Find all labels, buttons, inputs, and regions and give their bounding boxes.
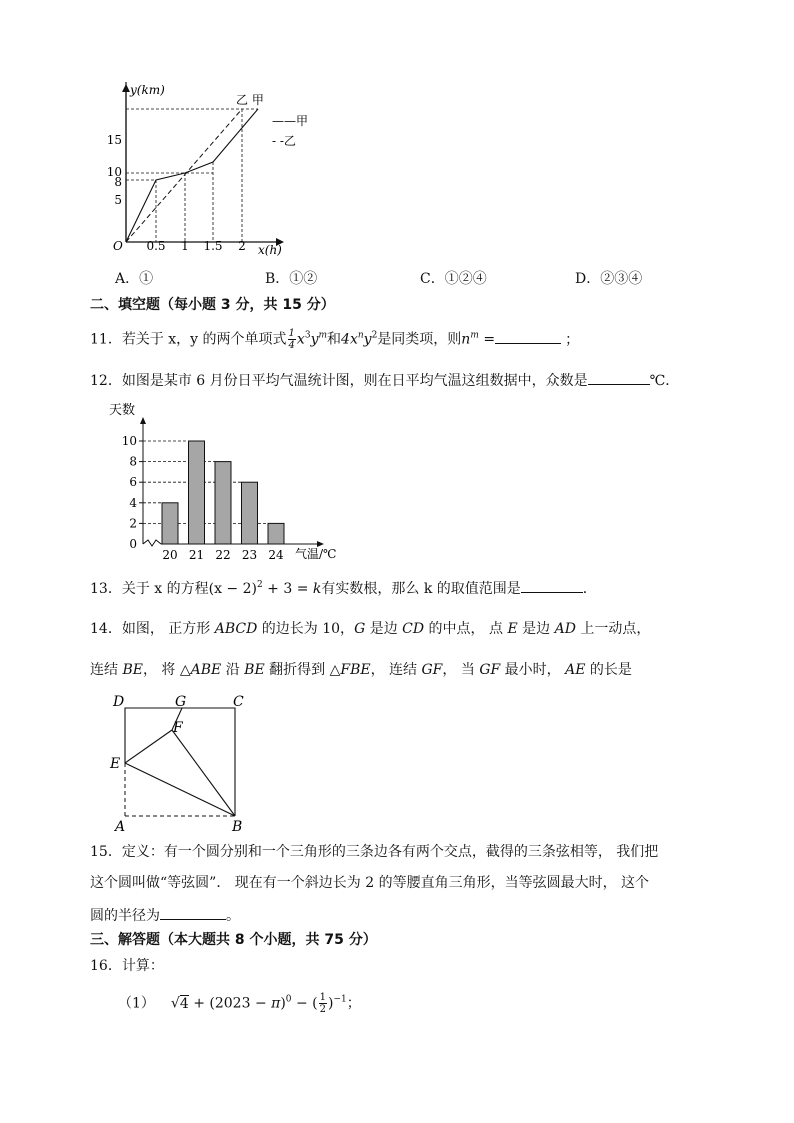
line-yi xyxy=(126,109,242,242)
question-16-part-1: （1） $√4 + (2023 - \pi)^0$ − ( $\frac{1}{2}$ )$^{-1}$； xyxy=(118,992,361,1015)
text-run: G xyxy=(354,621,366,637)
question-12: 12．如图是某市 6 月份日平均气温统计图，则在日平均气温这组数据中，众数是 ℃． xyxy=(90,370,679,390)
text-run: 的中点， 点 xyxy=(424,621,508,637)
x-tick-0.5: 0.5 xyxy=(146,239,166,253)
text-run: AE xyxy=(565,662,586,678)
text-run: AD xyxy=(554,621,576,637)
x-tick-1: 1 xyxy=(181,239,189,253)
distance-time-graph xyxy=(106,82,310,257)
text-run: ， 连结 xyxy=(370,662,422,678)
svg-text:- -乙: - -乙 xyxy=(272,134,296,148)
text-run: 如图， 正方形 xyxy=(121,621,215,637)
chart-y-arrow xyxy=(140,417,146,424)
question-11: 11．若关于 x，y 的两个单项式 $\frac{1}{4}$ $x^3y^m$和$4x^ny^2$是同类项，则$n^m$ = ； xyxy=(90,328,580,351)
y-tick-10: 10 xyxy=(106,165,122,179)
y-tick-labels xyxy=(107,133,122,207)
text-run: 的长是 xyxy=(585,662,632,678)
answer-blank-11[interactable] xyxy=(495,329,561,344)
text-run: E xyxy=(507,621,518,637)
question-15-line-3: 圆的半径为 。 xyxy=(90,905,240,925)
text-run: 是边 xyxy=(517,621,555,637)
x-tick-24: 24 xyxy=(268,548,284,562)
text-run: 的边长为 10， xyxy=(257,621,355,637)
option-b[interactable]: B．①② xyxy=(265,271,318,287)
text-run: 是边 xyxy=(365,621,403,637)
text-run: ， 将 △ xyxy=(142,662,191,678)
graph-legend xyxy=(272,114,308,148)
text-run: BE xyxy=(244,662,265,678)
x-tick-2: 2 xyxy=(238,239,246,253)
y-axis-label: y(km) xyxy=(130,83,165,97)
option-c[interactable]: C．①②④ xyxy=(420,271,487,287)
y-tick-5: 5 xyxy=(114,193,122,207)
y-tick-4: 4 xyxy=(129,495,137,510)
question-13: 13．关于 x 的方程$(x - 2)^2 + 3 = k$有实数根，那么 k 的取值范围是 ． xyxy=(90,580,597,597)
fraction-one-half: $\frac{1}{2}$ xyxy=(319,992,326,1015)
bar-23 xyxy=(242,482,258,544)
text-run: 连结 xyxy=(90,662,123,678)
option-d[interactable]: D．②③④ xyxy=(575,271,643,287)
text-run: CD xyxy=(402,621,425,637)
question-14-line-1: 14．如图， 正方形 ABCD 的边长为 10，G 是边 CD 的中点， 点 E 是边 AD 上一动点， xyxy=(90,621,651,637)
vertex-label-d: D xyxy=(113,694,125,710)
y-tick-15: 15 xyxy=(106,133,122,147)
section-3-title: 三、解答题（本大题共 8 个小题，共 75 分） xyxy=(90,932,377,948)
x-tick-labels xyxy=(146,239,245,253)
vertex-label-f: F xyxy=(173,720,183,736)
temperature-bar-chart xyxy=(105,398,365,566)
text-run: ， 当 xyxy=(442,662,480,678)
y-tick-8: 8 xyxy=(129,454,137,469)
y-axis-arrow xyxy=(122,84,130,92)
vertex-label-a: A xyxy=(115,819,126,835)
chart-y-ticks xyxy=(122,434,138,551)
text-run: 沿 xyxy=(221,662,245,678)
text-run: 上一动点， xyxy=(575,621,651,637)
y-tick-2: 2 xyxy=(129,516,137,531)
text-run: BE xyxy=(122,662,143,678)
text-run: 翻折得到 △ xyxy=(264,662,341,678)
segment-fb xyxy=(172,730,235,816)
bar-21 xyxy=(189,441,205,544)
fraction-one-quarter: $\frac{1}{4}$ xyxy=(288,328,295,351)
chart-bars xyxy=(162,441,284,544)
sqrt-symbol: √ xyxy=(170,995,180,1012)
chart-y-axis-label: 天数 xyxy=(109,403,136,418)
x-tick-23: 23 xyxy=(241,548,258,562)
section-2-title: 二、填空题（每小题 3 分，共 15 分） xyxy=(90,297,335,313)
svg-text:——甲: ——甲 xyxy=(272,114,309,128)
text-run: ABE xyxy=(190,662,222,678)
y-tick-0: 0 xyxy=(129,537,137,551)
option-a[interactable]: A．① xyxy=(115,271,154,287)
answer-blank-15[interactable] xyxy=(160,905,226,920)
segment-be xyxy=(125,763,235,816)
chart-x-ticks xyxy=(162,548,284,562)
y-tick-6: 6 xyxy=(129,475,137,490)
vertex-label-c: C xyxy=(233,694,244,710)
question-16: 16．计算： xyxy=(90,958,164,974)
segment-ef xyxy=(125,730,172,763)
axis-break-symbol xyxy=(143,540,161,546)
vertex-label-e: E xyxy=(110,756,121,772)
y-tick-8: 8 xyxy=(114,175,122,189)
answer-blank-13[interactable] xyxy=(521,578,583,593)
x-tick-22: 22 xyxy=(215,548,231,562)
x-tick-20: 20 xyxy=(162,548,178,562)
bar-22 xyxy=(215,462,231,544)
vertex-label-g: G xyxy=(175,694,187,710)
x-tick-21: 21 xyxy=(188,548,205,562)
question-14-line-2 xyxy=(90,661,632,679)
text-run: ABCD xyxy=(214,621,258,637)
text-run: FBE xyxy=(340,662,371,678)
line-jia xyxy=(126,109,258,242)
origin-label: O xyxy=(113,239,123,253)
answer-blank-12[interactable] xyxy=(588,370,650,385)
x-tick-1.5: 1.5 xyxy=(203,239,223,253)
guide-lines xyxy=(126,109,258,242)
x-axis-label: x(h) xyxy=(258,243,282,257)
chart-x-axis-label: 气温/℃ xyxy=(295,547,337,561)
bar-24 xyxy=(268,523,284,544)
y-tick-10: 10 xyxy=(121,434,137,448)
question-15-line-1: 15．定义：有一个圆分别和一个三角形的三条边各有两个交点，截得的三条弦相等， 我们把 xyxy=(90,844,659,860)
question-15-line-2: 这个圆叫做“等弦圆”． 现在有一个斜边长为 2 的等腰直角三角形，当等弦圆最大时， 这个 xyxy=(90,875,650,891)
vertex-label-b: B xyxy=(232,819,243,835)
line-top-labels: 乙 甲 xyxy=(236,93,264,107)
text-run: 最小时， xyxy=(500,662,566,678)
text-run: GF xyxy=(479,662,501,678)
text-run: GF xyxy=(421,662,443,678)
bar-20 xyxy=(162,503,178,544)
square-fold-figure xyxy=(105,690,255,835)
